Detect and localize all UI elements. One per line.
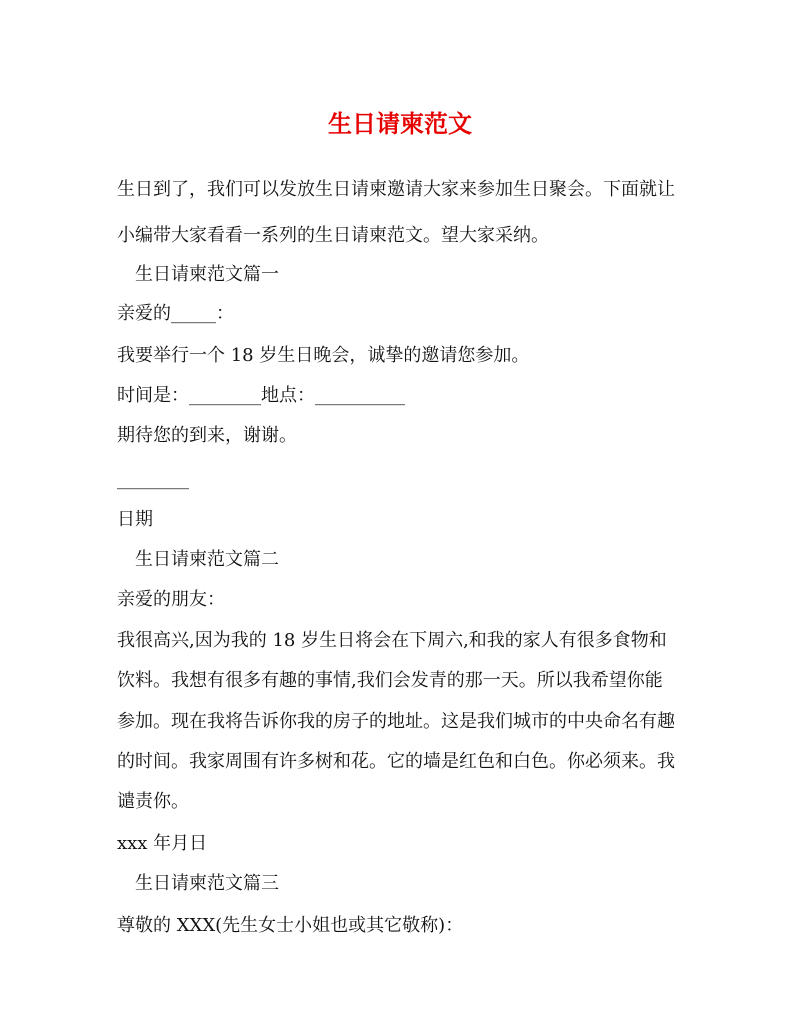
time-place-line: 时间是：________地点：__________ <box>117 385 405 406</box>
intro-line-2: 小编带大家看看一系列的生日请柬范文。望大家采纳。 <box>117 225 549 246</box>
signature-blank: ________ <box>117 469 189 490</box>
body-line-2: 饮料。我想有很多有趣的事情,我们会发青的那一天。所以我希望你能 <box>117 670 663 691</box>
intro-line-1: 生日到了，我们可以发放生日请柬邀请大家来参加生日聚会。下面就让 <box>117 179 675 200</box>
closing-line: 期待您的到来，谢谢。 <box>117 425 297 446</box>
body-line-3: 参加。现在我将告诉你我的房子的地址。这是我们城市的中央命名有趣 <box>117 711 675 732</box>
date-label: 日期 <box>117 509 153 530</box>
body-line-4: 的时间。我家周围有许多树和花。它的墙是红色和白色。你必须来。我 <box>117 751 675 772</box>
salutation-3: 尊敬的 XXX(先生女士小姐也或其它敬称)： <box>117 915 464 936</box>
salutation-1: 亲爱的_____： <box>117 303 234 324</box>
body-line-1: 我很高兴,因为我的 18 岁生日将会在下周六,和我的家人有很多食物和 <box>117 630 667 651</box>
body-line-5: 谴责你。 <box>117 791 189 812</box>
section-heading-3: 生日请柬范文篇三 <box>135 873 279 894</box>
invite-line: 我要举行一个 18 岁生日晚会，诚挚的邀请您参加。 <box>117 345 530 366</box>
signature-date-line: xxx 年月日 <box>117 833 208 854</box>
section-heading-2: 生日请柬范文篇二 <box>135 549 279 570</box>
section-heading-1: 生日请柬范文篇一 <box>135 264 279 285</box>
document-title: 生日请柬范文 <box>328 109 472 138</box>
salutation-2: 亲爱的朋友： <box>117 589 225 610</box>
